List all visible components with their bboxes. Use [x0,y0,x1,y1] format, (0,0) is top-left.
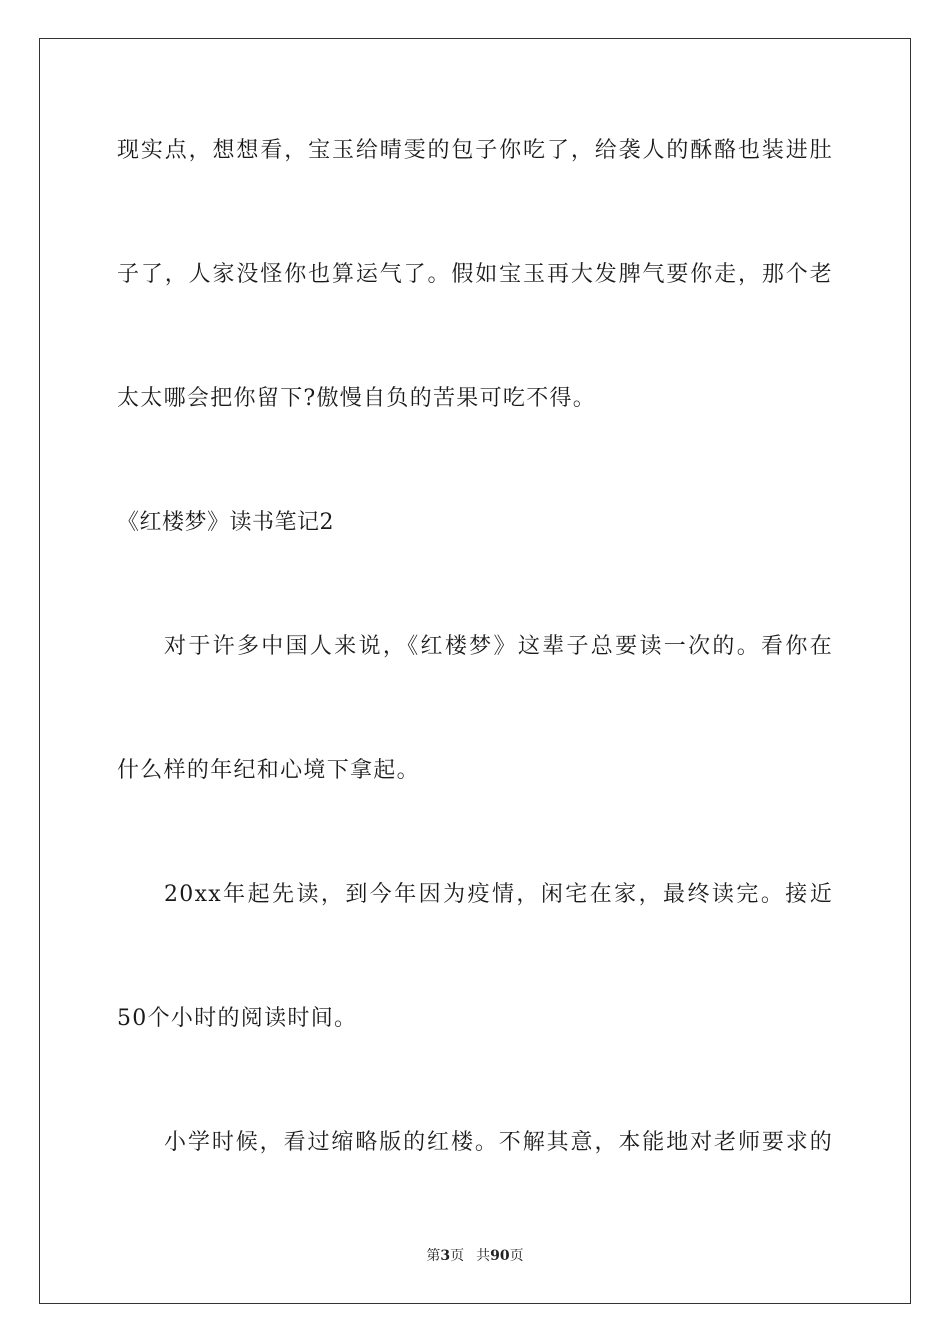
total-pages-number: 90 [490,1248,510,1264]
section-heading: 《红楼梦》读书笔记2 [117,510,334,535]
page-label-prefix: 第 [426,1248,441,1264]
paragraph-first-line: 对于许多中国人来说，《红楼梦》这辈子总要读一次的。看你在 [164,634,833,659]
paragraph-first-line: 20xx年起先读，到今年因为疫情，闲宅在家，最终读完。接近 [164,882,833,907]
body-text-line: 现实点，想想看，宝玉给晴雯的包子你吃了，给袭人的酥酪也装进肚 [117,138,833,163]
body-text-line: 子了，人家没怪你也算运气了。假如宝玉再大发脾气要你走，那个老 [117,262,833,287]
page-border [39,38,911,1304]
page-label-suffix: 页 [450,1248,465,1264]
total-label-suffix: 页 [509,1248,524,1264]
current-page-number: 3 [440,1248,451,1264]
page-footer [0,1247,950,1265]
body-text-line: 太太哪会把你留下?傲慢自负的苦果可吃不得。 [117,386,597,411]
body-text-line: 50个小时的阅读时间。 [117,1006,358,1031]
paragraph-first-line: 小学时候，看过缩略版的红楼。不解其意，本能地对老师要求的 [164,1130,833,1155]
total-label-prefix: 共 [476,1248,491,1264]
body-text-line: 什么样的年纪和心境下拿起。 [117,758,420,783]
